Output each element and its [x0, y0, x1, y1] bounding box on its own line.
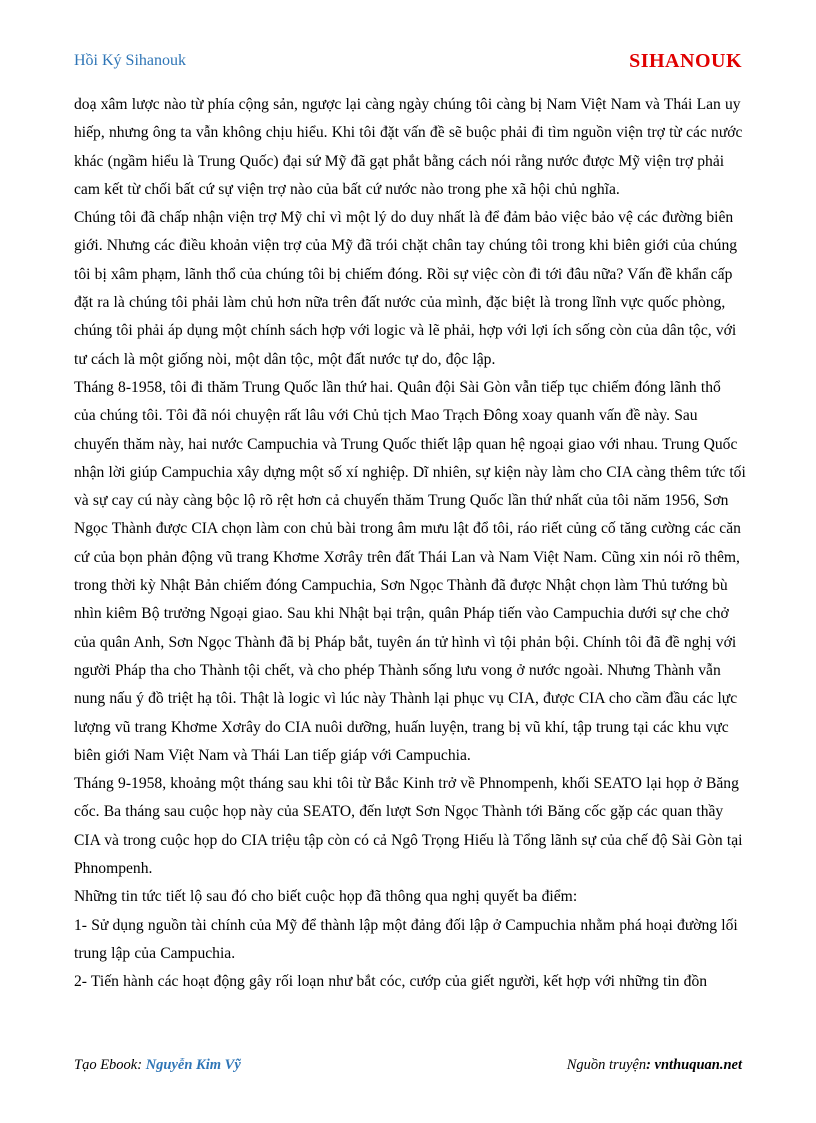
paragraph: 2- Tiến hành các hoạt động gây rối loạn như bắt cóc, cướp của giết người, kết hợp với những tin đồn: [74, 973, 708, 991]
source-credit: Nguồn truyện: vnthuquan.net: [566, 1057, 742, 1073]
paragraph: Tháng 8-1958, tôi đi thăm Trung Quốc lần thứ hai. Quân đội Sài Gòn vẫn tiếp tục chiếm đóng lãnh thổ của chúng tôi. Tôi đã nói chuyện rất lâu với Chủ tịch Mao Trạch Đông xoay quanh vấn đề này. Sau chuyến thăm này, hai nước Campuchia và Trung Quốc thiết lập quan hệ ngoại giao với nhau. Trung Quốc nhận lời giúp Campuchia xây dựng một số xí nghiệp. Dĩ nhiên, sự kiện này làm cho CIA càng thêm tức tối và sự cay cú này càng bộc lộ rõ rệt hơn cả chuyến thăm Trung Quốc lần thứ nhất của tôi năm 1956, Sơn Ngọc Thành được CIA chọn làm con chủ bài trong âm mưu lật đổ tôi, ráo riết củng cố tăng cường các căn cứ của bọn phản động vũ trang Khơme Xơrây trên đất Thái Lan và Nam Việt Nam. Cũng xin nói rõ thêm, trong thời kỳ Nhật Bản chiếm đóng Campuchia, Sơn Ngọc Thành đã được Nhật chọn làm Thủ tướng bù nhìn kiêm Bộ trưởng Ngoại giao. Sau khi Nhật bại trận, quân Pháp tiến vào Campuchia dưới sự che chở của quân Anh, Sơn Ngọc Thành đã bị Pháp bắt, tuyên án tử hình vì tội phản bội. Chính tôi đã đề nghị với người Pháp tha cho Thành tội chết, và cho phép Thành sống lưu vong ở nước ngoài. Nhưng Thành vẫn nung nấu ý đồ triệt hạ tôi. Thật là logic vì lúc này Thành lại phục vụ CIA, được CIA cho cầm đầu các lực lượng vũ trang Khơme Xơrây do CIA nuôi dưỡng, huấn luyện, trang bị vũ khí, tập trung tại các khu vực biên giới Nam Việt Nam và Thái Lan tiếp giáp với Campuchia.: [74, 378, 746, 764]
paragraph: Chúng tôi đã chấp nhận viện trợ Mỹ chỉ vì một lý do duy nhất là để đảm bảo việc bảo vệ các đường biên giới. Nhưng các điều khoản viện trợ của Mỹ đã trói chặt chân tay chúng tôi trong khi biên giới của chúng tôi bị xâm phạm, lãnh thổ của chúng tôi bị chiếm đóng. Rồi sự việc còn đi tới đâu nữa? Vấn đề khẩn cấp đặt ra là chúng tôi phải làm chủ hơn nữa trên đất nước của mình, đặc biệt là trong lĩnh vực quốc phòng, chúng tôi phải áp dụng một chính sách hợp với logic và lẽ phải, hợp với lợi ích sống còn của dân tộc, với tư cách là một giống nòi, một dân tộc, một đất nước tự do, độc lập.: [74, 209, 738, 368]
page-body: [74, 91, 746, 997]
page-footer: [74, 1057, 742, 1077]
ebook-creator-name: Nguyễn Kim Vỹ: [145, 1057, 241, 1073]
paragraph: 1- Sử dụng nguồn tài chính của Mỹ để thành lập một đảng đối lập ở Campuchia nhằm phá hoại đường lối trung lập của Campuchia.: [74, 916, 738, 962]
book-title: Hồi Ký Sihanouk: [74, 52, 186, 69]
paragraph: Những tin tức tiết lộ sau đó cho biết cuộc họp đã thông qua nghị quyết ba điểm:: [74, 888, 578, 906]
author-name: SIHANOUK: [629, 50, 742, 72]
ebook-credit-label: Tạo Ebook: [74, 1057, 138, 1073]
paragraph: doạ xâm lược nào từ phía cộng sản, ngược lại càng ngày chúng tôi càng bị Nam Việt Nam và Thái Lan uy hiếp, nhưng ông ta vẫn không chịu hiểu. Khi tôi đặt vấn đề sẽ buộc phải đi tìm nguồn viện trợ từ các nước khác (ngầm hiểu là Trung Quốc) đại sứ Mỹ đã gạt phắt bằng cách nói rằng nước được Mỹ viện trợ phải cam kết từ chối bất cứ sự viện trợ nào của bất cứ nước nào trong phe xã hội chủ nghĩa.: [74, 96, 743, 198]
ebook-credit: Tạo Ebook: Nguyễn Kim Vỹ: [74, 1057, 241, 1073]
source-credit-label: Nguồn truyện: [566, 1057, 647, 1073]
paragraph: Tháng 9-1958, khoảng một tháng sau khi tôi từ Bắc Kinh trở về Phnompenh, khối SEATO lại họp ở Băng cốc. Ba tháng sau cuộc họp này của SEATO, đến lượt Sơn Ngọc Thành tới Băng cốc gặp các quan thầy CIA và trong cuộc họp do CIA triệu tập còn có cả Ngô Trọng Hiếu là Tổng lãnh sự của chế độ Sài Gòn tại Phnompenh.: [74, 775, 743, 878]
page-header: [74, 50, 742, 76]
source-site: vnthuquan.net: [654, 1057, 742, 1073]
